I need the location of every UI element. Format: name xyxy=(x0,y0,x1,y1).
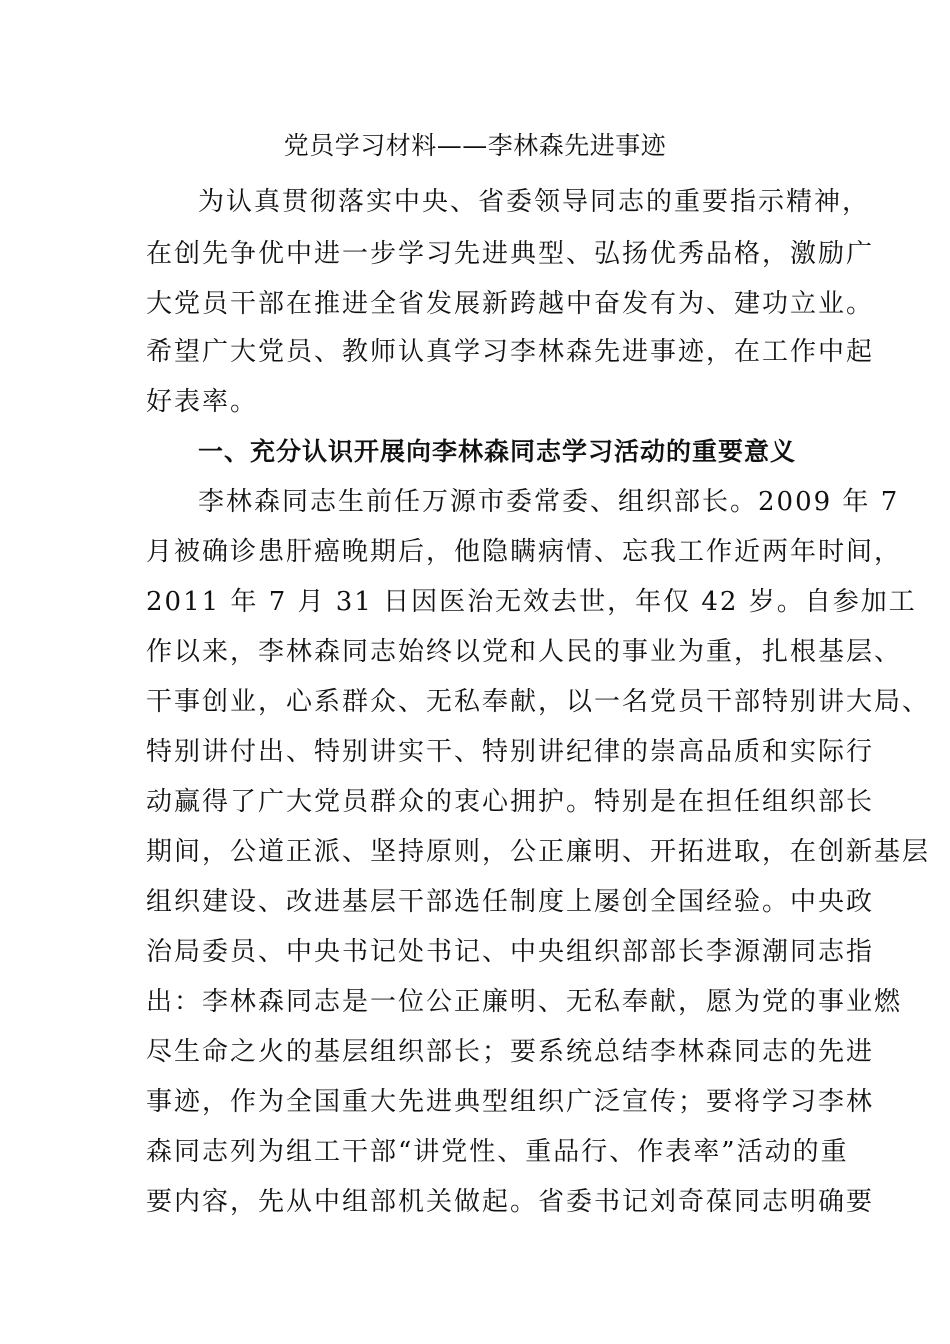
body-line: 作以来，李林森同志始终以党和人民的事业为重，扎根基层、 xyxy=(146,637,903,667)
body-line: 治局委员、中央书记处书记、中央组织部部长李源潮同志指 xyxy=(146,937,875,967)
body-line: 干事创业，心系群众、无私奉献，以一名党员干部特别讲大局、 xyxy=(146,687,931,717)
body-line: 李林森同志生前任万源市委常委、组织部长。2009 年 7 xyxy=(198,487,900,517)
intro-line: 为认真贯彻落实中央、省委领导同志的重要指示精神， xyxy=(198,187,871,217)
body-line: 出：李林森同志是一位公正廉明、无私奉献，愿为党的事业燃 xyxy=(146,987,903,1017)
body-line: 月被确诊患肝癌晚期后，他隐瞒病情、忘我工作近两年时间， xyxy=(146,537,903,567)
intro-line: 大党员干部在推进全省发展新跨越中奋发有为、建功立业。 xyxy=(146,289,875,319)
body-line: 2011 年 7 月 31 日因医治无效去世，年仅 42 岁。自参加工 xyxy=(146,587,917,617)
intro-line: 希望广大党员、教师认真学习李林森先进事迹，在工作中起 xyxy=(146,337,875,367)
body-line: 特别讲付出、特别讲实干、特别讲纪律的崇高品质和实际行 xyxy=(146,737,875,767)
body-line: 期间，公道正派、坚持原则，公正廉明、开拓进取，在创新基层 xyxy=(146,837,931,867)
body-line: 动赢得了广大党员群众的衷心拥护。特别是在担任组织部长 xyxy=(146,787,875,817)
body-line: 森同志列为组工干部“讲党性、重品行、作表率”活动的重 xyxy=(146,1137,849,1167)
body-line: 事迹，作为全国重大先进典型组织广泛宣传；要将学习李林 xyxy=(146,1087,875,1117)
body-line: 组织建设、改进基层干部选任制度上屡创全国经验。中央政 xyxy=(146,887,875,917)
body-line: 尽生命之火的基层组织部长；要系统总结李林森同志的先进 xyxy=(146,1037,875,1067)
intro-line: 在创先争优中进一步学习先进典型、弘扬优秀品格，激励广 xyxy=(146,239,875,269)
section-heading: 一、充分认识开展向李林森同志学习活动的重要意义 xyxy=(198,437,797,466)
intro-line: 好表率。 xyxy=(146,387,259,417)
body-line: 要内容，先从中组部机关做起。省委书记刘奇葆同志明确要 xyxy=(146,1187,875,1217)
document-title: 党员学习材料——李林森先进事迹 xyxy=(283,131,667,160)
